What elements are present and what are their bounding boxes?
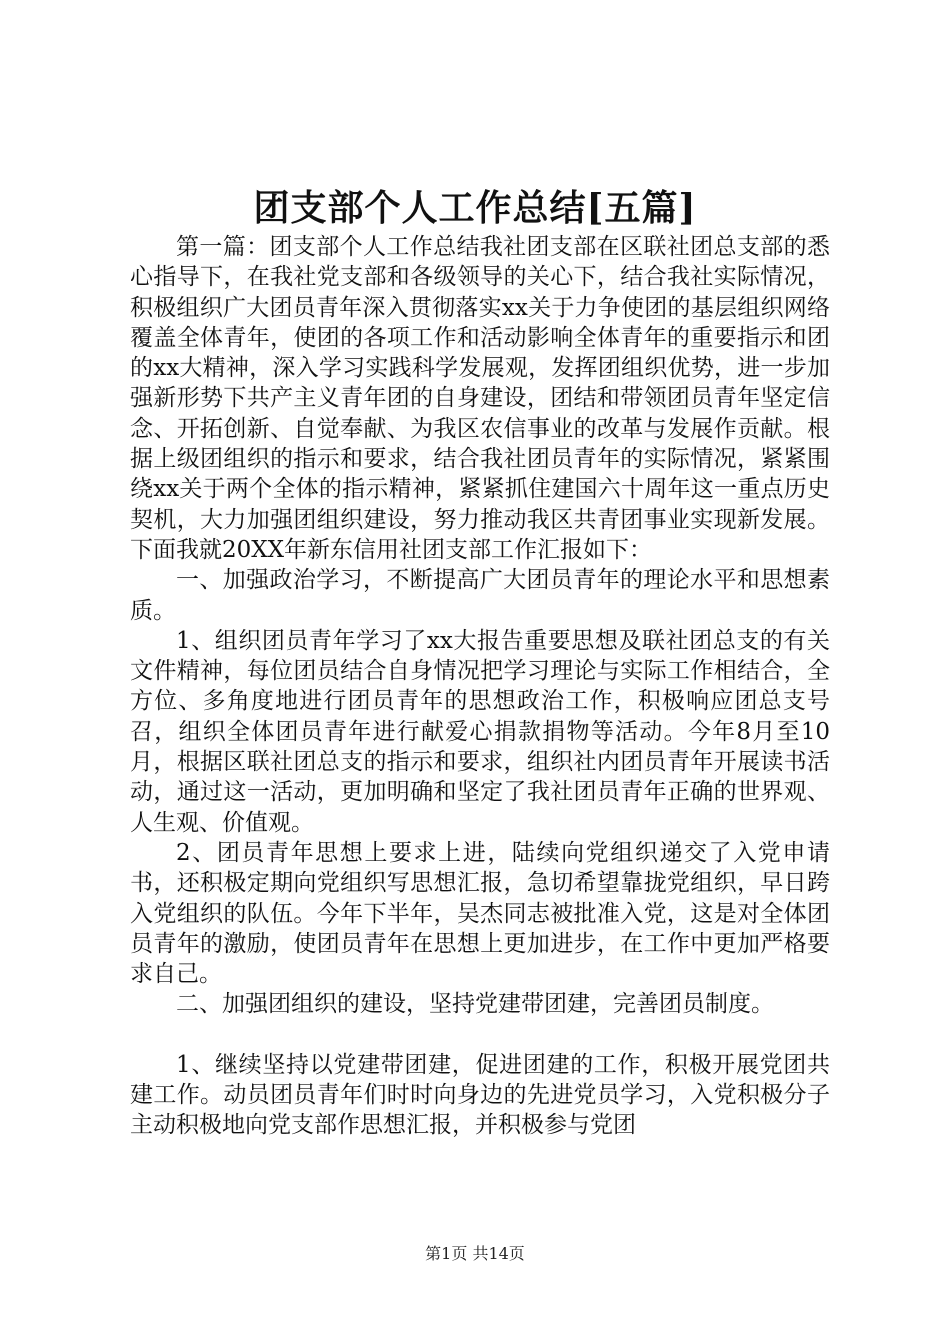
document-title: 团支部个人工作总结[五篇] bbox=[253, 187, 697, 229]
paragraph-intro: 第一篇：团支部个人工作总结我社团支部在区联社团总支部的悉心指导下，在我社党支部和各级领导的关心下，结合我社实际情况，积极组织广大团员青年深入贯彻落实xx关于力争使团的基层组织网络覆盖全体青年，使团的各项工作和活动影响全体青年的重要指示和团的xx大精神，深入学习实践科学发展观，发挥团组织优势，进一步加强新形势下共产主义青年团的自身建设，团结和带领团员青年坚定信念、开拓创新、自觉奉献、为我区农信事业的改革与发展作贡献。根据上级团组织的指示和要求，结合我社团员青年的实际情况，紧紧围绕xx关于两个全体的指示精神，紧紧抓住建国六十周年这一重点历史契机，大力加强团组织建设，努力推动我区共青团事业实现新发展。下面我就20XX年新东信用社团支部工作汇报如下： bbox=[130, 234, 830, 563]
paragraph-item-2-1: 1、继续坚持以党建带团建，促进团建的工作，积极开展党团共建工作。动员团员青年们时时向身边的先进党员学习，入党积极分子主动积极地向党支部作思想汇报，并积极参与党团 bbox=[130, 1051, 830, 1139]
paragraph-section-1-heading: 一、加强政治学习，不断提高广大团员青年的理论水平和思想素质。 bbox=[130, 567, 830, 624]
paragraph-item-1-2: 2、团员青年思想上要求上进，陆续向党组织递交了入党申请书，还积极定期向党组织写思想汇报，急切希望靠拢党组织，早日跨入党组织的队伍。今年下半年，吴杰同志被批准入党，这是对全体团员青年的激励，使团员青年在思想上更加进步，在工作中更加严格要求自己。 bbox=[130, 839, 830, 988]
page-footer: 第1页 共14页 bbox=[425, 1244, 525, 1263]
paragraph-section-2-heading: 二、加强团组织的建设，坚持党建带团建，完善团员制度。 bbox=[176, 991, 774, 1018]
document-body bbox=[130, 232, 830, 1141]
paragraph-item-1-1: 1、组织团员青年学习了xx大报告重要思想及联社团总支的有关文件精神，每位团员结合自身情况把学习理论与实际工作相结合，全方位、多角度地进行团员青年的思想政治工作，积极响应团总支号召，组织全体团员青年进行献爱心捐款捐物等活动。今年8月至10月，根据区联社团总支的指示和要求，组织社内团员青年开展读书活动，通过这一活动，更加明确和坚定了我社团员青年正确的世界观、人生观、价值观。 bbox=[130, 627, 830, 836]
